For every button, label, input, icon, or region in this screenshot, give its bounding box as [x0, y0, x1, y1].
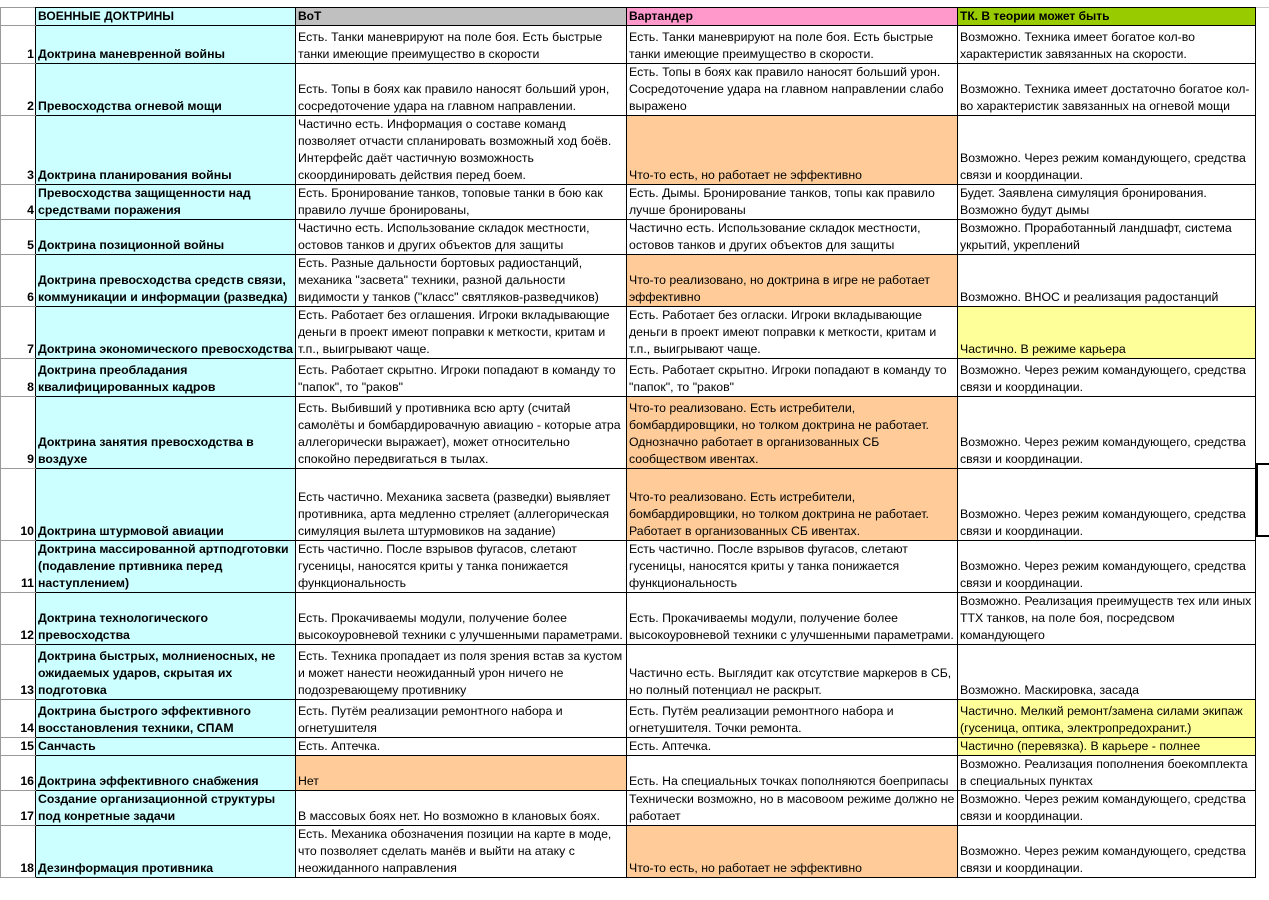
- doctrine-name-cell[interactable]: Создание организационной структуры под конретные задачи: [36, 791, 296, 826]
- row-number-cell[interactable]: 1: [1, 26, 36, 64]
- tk-cell[interactable]: Частично. Мелкий ремонт/замена силами экипаж (гусеница, оптика, электропредохранит.): [958, 700, 1256, 738]
- row-number-cell[interactable]: 18: [1, 826, 36, 878]
- doctrine-name-cell[interactable]: Доктрина экономического превосходства: [36, 307, 296, 359]
- wot-cell[interactable]: Есть. Выбивший у противника всю арту (считай самолёты и бомбардировачную авиацию - которые атра аллегорически выражает), может относительно спокойно передвигаться в тылах.: [296, 397, 627, 469]
- tk-cell[interactable]: Возможно. Через режим командующего, средства связи и координации.: [958, 541, 1256, 593]
- wartander-cell[interactable]: Есть. Танки маневрируют на поле боя. Есть быстрые танки имеющие преимущество в скорости.: [627, 26, 958, 64]
- tk-cell[interactable]: Будет. Заявлена симуляция бронирования. Возможно будут дымы: [958, 185, 1256, 220]
- tk-cell[interactable]: Возможно. Реализация преимуществ тех или иных ТТХ танков, на поле боя, посредсвом командующего: [958, 593, 1256, 645]
- wartander-cell[interactable]: Есть. Дымы. Бронирование танков, топы как правило лучше бронированы: [627, 185, 958, 220]
- wot-cell[interactable]: Есть. Аптечка.: [296, 738, 627, 756]
- wot-cell[interactable]: Есть. Путём реализации ремонтного набора и огнетушителя: [296, 700, 627, 738]
- doctrine-name-cell[interactable]: Доктрина превосходства средств связи, коммуникации и информации (разведка): [36, 255, 296, 307]
- wartander-cell[interactable]: Есть. Топы в боях как правило наносят больший урон. Сосредоточение удара на главном направлении слабо выражено: [627, 64, 958, 116]
- header-name-cell[interactable]: ВОЕННЫЕ ДОКТРИНЫ: [36, 8, 296, 26]
- doctrine-name-cell[interactable]: Санчасть: [36, 738, 296, 756]
- wartander-cell[interactable]: Есть. Аптечка.: [627, 738, 958, 756]
- tk-cell[interactable]: Возможно. Проработанный ландшафт, система укрытий, укреплений: [958, 220, 1256, 255]
- wartander-cell[interactable]: Есть. Путём реализации ремонтного набора и огнетушителя. Точки ремонта.: [627, 700, 958, 738]
- wartander-cell[interactable]: Что-то реализовано, но доктрина в игре не работает эффективно: [627, 255, 958, 307]
- doctrine-name-cell[interactable]: Превосходства защищенности над средствами поражения: [36, 185, 296, 220]
- row-number-cell[interactable]: 5: [1, 220, 36, 255]
- row-number-cell[interactable]: 13: [1, 645, 36, 700]
- doctrine-name-cell[interactable]: Доктрина быстрого эффективного восстановления техники, СПАМ: [36, 700, 296, 738]
- wot-cell[interactable]: Частично есть. Использование складок местности, остовов танков и других объектов для защиты: [296, 220, 627, 255]
- wot-cell[interactable]: Есть. Механика обозначения позиции на карте в моде, что позволяет сделать манёв и выйти на атаку с неожиданного направления: [296, 826, 627, 878]
- row-number-cell[interactable]: 11: [1, 541, 36, 593]
- wot-cell[interactable]: Есть. Прокачиваемы модули, получение более высокоуровневой техники с улучшенными параметрами.: [296, 593, 627, 645]
- wot-cell[interactable]: Частично есть. Информация о составе команд позволяет отчасти спланировать возможный ход боёв. Интерфейс даёт частичную возможность скоординировать действия перед боем.: [296, 116, 627, 185]
- tk-cell[interactable]: Возможно. Через режим командующего, средства связи и координации.: [958, 116, 1256, 185]
- row-number-cell[interactable]: 16: [1, 756, 36, 791]
- table-row: [1, 185, 1256, 220]
- table-row: [1, 700, 1256, 738]
- wot-cell[interactable]: Есть частично. Механика засвета (разведки) выявляет противника, арта медленно стреляет (аллегорическая симуляция вылета штурмовиков на задание): [296, 469, 627, 541]
- wartander-cell[interactable]: Есть. На специальных точках пополняются боеприпасы: [627, 756, 958, 791]
- table-row: [1, 64, 1256, 116]
- row-number-cell[interactable]: 17: [1, 791, 36, 826]
- row-number-cell[interactable]: 15: [1, 738, 36, 756]
- wot-cell[interactable]: Есть. Бронирование танков, топовые танки в бою как правило лучше бронированы,: [296, 185, 627, 220]
- row-number-cell[interactable]: 2: [1, 64, 36, 116]
- header-wot-cell[interactable]: BoT: [296, 8, 627, 26]
- row-number-cell[interactable]: 10: [1, 469, 36, 541]
- wartander-cell[interactable]: Есть частично. После взрывов фугасов, слетают гусеницы, наносятся криты у танка понижается функциональность: [627, 541, 958, 593]
- table-row: [1, 220, 1256, 255]
- wartander-cell[interactable]: Технически возможно, но в масовоом режиме должно не работает: [627, 791, 958, 826]
- tk-cell[interactable]: Возможно. Реализация пополнения боекомплекта в специальных пунктах: [958, 756, 1256, 791]
- tk-cell[interactable]: Возможно. Маскировка, засада: [958, 645, 1256, 700]
- wot-cell[interactable]: Есть. Разные дальности бортовых радиостанций, механика "засвета" техники, разной дальности видимости у танков ("класс" святляков-разведчиков): [296, 255, 627, 307]
- row-number-cell[interactable]: 14: [1, 700, 36, 738]
- doctrine-name-cell[interactable]: Доктрина технологического превосходства: [36, 593, 296, 645]
- header-row: [1, 8, 1256, 26]
- table-row: [1, 645, 1256, 700]
- table-row: [1, 593, 1256, 645]
- tk-cell[interactable]: Возможно. Через режим командующего, средства связи и координации.: [958, 359, 1256, 397]
- tk-cell[interactable]: Возможно. Через режим командующего, средства связи и координации.: [958, 791, 1256, 826]
- header-num-cell[interactable]: [1, 8, 36, 26]
- doctrine-name-cell[interactable]: Дезинформация противника: [36, 826, 296, 878]
- row-number-cell[interactable]: 6: [1, 255, 36, 307]
- doctrine-name-cell[interactable]: Доктрина штурмовой авиации: [36, 469, 296, 541]
- tk-cell[interactable]: Возможно. Техника имеет богатое кол-во характеристик завязанных на скорости.: [958, 26, 1256, 64]
- wot-cell[interactable]: Есть. Работает скрытно. Игроки попадают в команду то "папок", то "раков": [296, 359, 627, 397]
- table-row: [1, 255, 1256, 307]
- wartander-cell[interactable]: Что-то реализовано. Есть истребители, бомбардировщики, но толком доктрина не работает. Однозначно работает в организованных СБ сообществом ивентах.: [627, 397, 958, 469]
- doctrine-name-cell[interactable]: Доктрина маневренной войны: [36, 26, 296, 64]
- doctrine-name-cell[interactable]: Доктрина быстрых, молниеносных, не ожидаемых ударов, скрытая их подготовка: [36, 645, 296, 700]
- wot-cell[interactable]: Есть. Топы в боях как правило наносят больший урон, сосредоточение удара на главном направлении.: [296, 64, 627, 116]
- wartander-cell[interactable]: Что-то есть, но работает не эффективно: [627, 826, 958, 878]
- row-number-cell[interactable]: 3: [1, 116, 36, 185]
- wot-cell[interactable]: Есть. Работает без оглашения. Игроки вкладывающие деньги в проект имеют поправки к меткости, критам и т.п., выигрывают чаще.: [296, 307, 627, 359]
- wot-cell[interactable]: Нет: [296, 756, 627, 791]
- table-row: [1, 791, 1256, 826]
- table-row: [1, 26, 1256, 64]
- doctrine-name-cell[interactable]: Доктрина массированной артподготовки (подавление пртивника перед наступлением): [36, 541, 296, 593]
- row-number-cell[interactable]: 12: [1, 593, 36, 645]
- doctrine-name-cell[interactable]: Доктрина преобладания квалифицированных кадров: [36, 359, 296, 397]
- tk-cell[interactable]: Возможно. Техника имеет достаточно богатое кол-во характеристик завязанных на огневой мощи: [958, 64, 1256, 116]
- doctrine-name-cell[interactable]: Доктрина занятия превосходства в воздухе: [36, 397, 296, 469]
- doctrine-name-cell[interactable]: Доктрина планирования войны: [36, 116, 296, 185]
- wot-cell[interactable]: В массовых боях нет. Но возможно в клановых боях.: [296, 791, 627, 826]
- table-row: [1, 541, 1256, 593]
- doctrines-table: [0, 7, 1256, 878]
- table-row: [1, 826, 1256, 878]
- wartander-cell[interactable]: Есть. Работает без огласки. Игроки вкладывающие деньги в проект имеют поправки к меткости, критам и т.п., выигрывают чаще.: [627, 307, 958, 359]
- tk-cell[interactable]: Частично. В режиме карьера: [958, 307, 1256, 359]
- row-number-cell[interactable]: 9: [1, 397, 36, 469]
- table-row: [1, 359, 1256, 397]
- doctrine-name-cell[interactable]: Доктрина позиционной войны: [36, 220, 296, 255]
- row-number-cell[interactable]: 8: [1, 359, 36, 397]
- table-row: [1, 469, 1256, 541]
- wartander-cell[interactable]: Что-то реализовано. Есть истребители, бомбардировщики, но толком доктрина не работает. Работает в организованных СБ ивентах.: [627, 469, 958, 541]
- tk-cell[interactable]: Возможно. Через режим командующего, средства связи и координации.: [958, 826, 1256, 878]
- row-number-cell[interactable]: 4: [1, 185, 36, 220]
- tk-cell[interactable]: Возможно. ВНОС и реализация радостанций: [958, 255, 1256, 307]
- table-row: [1, 397, 1256, 469]
- wartander-cell[interactable]: Частично есть. Использование складок местности, остовов танков и других объектов для защиты: [627, 220, 958, 255]
- wartander-cell[interactable]: Что-то есть, но работает не эффективно: [627, 116, 958, 185]
- wot-cell[interactable]: Есть. Танки маневрируют на поле боя. Есть быстрые танки имеющие преимущество в скорости: [296, 26, 627, 64]
- wot-cell[interactable]: Есть частично. После взрывов фугасов, слетают гусеницы, наносятся криты у танка понижается функциональность: [296, 541, 627, 593]
- header-wartander-cell[interactable]: Вартандер: [627, 8, 958, 26]
- tk-cell[interactable]: Частично (перевязка). В карьере - полнее: [958, 738, 1256, 756]
- header-tk-cell[interactable]: ТК. В теории может быть: [958, 8, 1256, 26]
- table-row: [1, 756, 1256, 791]
- table-row: [1, 307, 1256, 359]
- wartander-cell[interactable]: Частично есть. Выглядит как отсутствие маркеров в СБ, но полный потенциал не раскрыт.: [627, 645, 958, 700]
- wartander-cell[interactable]: Есть. Работает скрытно. Игроки попадают в команду то "папок", то "раков": [627, 359, 958, 397]
- tk-cell[interactable]: Возможно. Через режим командующего, средства связи и координации.: [958, 469, 1256, 541]
- cell-selection-marker: [1256, 463, 1269, 537]
- table-row: [1, 738, 1256, 756]
- row-number-cell[interactable]: 7: [1, 307, 36, 359]
- wartander-cell[interactable]: Есть. Прокачиваемы модули, получение более высокоуровневой техники с улучшенными параметрами.: [627, 593, 958, 645]
- doctrine-name-cell[interactable]: Доктрина эффективного снабжения: [36, 756, 296, 791]
- tk-cell[interactable]: Возможно. Через режим командующего, средства связи и координации.: [958, 397, 1256, 469]
- wot-cell[interactable]: Есть. Техника пропадает из поля зрения встав за кустом и может нанести неожиданный урон ничего не подозревающему противнику: [296, 645, 627, 700]
- doctrine-name-cell[interactable]: Превосходства огневой мощи: [36, 64, 296, 116]
- table-row: [1, 116, 1256, 185]
